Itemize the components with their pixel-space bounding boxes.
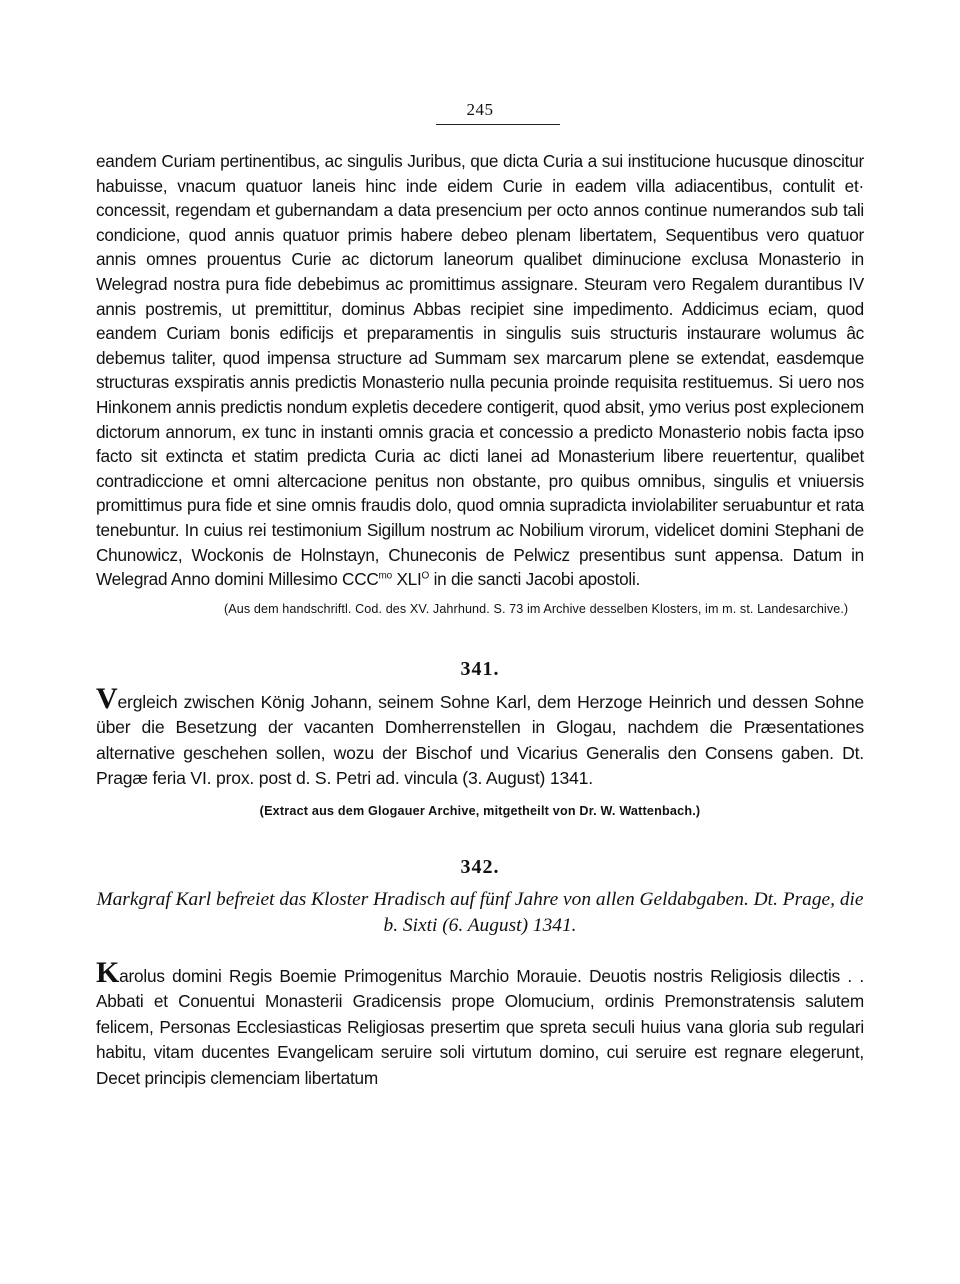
header-rule: [436, 124, 560, 125]
initial-letter-342: K: [96, 956, 120, 990]
date-end: in die sancti Jacobi apostoli.: [429, 569, 641, 590]
continuation-text: eandem Curiam pertinentibus, ac singulis Juribus, que dicta Curia a sui institucione hucusque dinoscitur habuisse, vnacum quatuor laneis hinc inde eidem Curie in eadem villa adiacentibus, contulit et· concessit, regendam et gubernandam a data presencium per octo annos continue numerandos sub tali condicione, quod annis quatuor primis habere debeo plenam libertatem, Sequentibus vero quatuor annis omnes prouentus Curie ac dictorum laneorum qualibet diminucione exclusa Monasterio in Welegrad nostra pura fide debebimus ac promittimus assignare. Steuram vero Regalem durantibus IV annis postremis, ut premittitur, dominus Abbas recipiet sine impedimento. Addicimus eciam, quod eandem Curiam bonis edificijs et preparamentis in singulis suis structuris instaurare wolumus âc debemus taliter, quod impensa structure ad Summam sex marcarum plene se extendat, easdemque structuras exspiratis annis predictis Monasterio nulla pecunia proinde requisita restituemus. Si uero nos Hinkonem annis predictis nondum expletis decedere contigerit, quod absit, ymo verius post explecionem dictorum annorum, ex tunc in instanti omnis gracia et concessio a predicto Monasterio nobis facta ipso facto sit extincta et statim predicta Curia ac dicti lanei ad Monasterium libere reuertentur, qualibet contradiccione et omni altercacione penitus non obstante, pro quibus omnibus, singulis et vniuersis promittimus pura fide et sine omnis fraudis dolo, quod omnia supradicta inviolabiliter seruabuntur et rata tenebuntur. In cuius rei testimonium Sigillum nostrum ac Nobilium virorum, videlicet domini Stephani de Chunowicz, Wockonis de Holnstayn, Chuneconis de Pelwicz presentibus sunt appensa. Datum in Welegrad Anno domini Millesimo CCC: [96, 151, 864, 590]
document-340-continuation: [96, 149, 864, 592]
regest-341-text: ergleich zwischen König Johann, seinem Sohne Karl, dem Herzoge Heinrich und dessen Sohne über die Besetzung der vacanten Domherrenstellen in Glogau, nachdem die Præsentationes alternative geschehen sollen, wozu der Bischof und Vicarius Generalis den Consens gaben. Dt. Pragæ feria VI. prox. post d. S. Petri ad. vincula (3. August) 1341.: [96, 691, 864, 789]
date-superscript-o: O: [421, 570, 430, 582]
document-342-body: arolus domini Regis Boemie Primogenitus Marchio Morauie. Deuotis nostris Religiosis dilectis . . Abbati et Conuentui Monasterii Gradicensis prope Olomucium, ordinis Premonstratensis salutem felicem, Personas Ecclesiasticas Religiosas presertim que spreta seculi huius vana gloria sub regulari habitu, vitam ducentes Evangelicam seruire soli virtutum domino, cui seruire est regnare elegerunt, Decet principis clemenciam libertatum: [96, 966, 864, 1088]
document-number-341: 341.: [460, 657, 500, 680]
document-number-342: 342.: [460, 856, 500, 879]
date-superscript-mo: mo: [378, 570, 392, 582]
source-note-340: (Aus dem handschriftl. Cod. des XV. Jahrhund. S. 73 im Archive desselben Klosters, im m. st. Landesarchive.): [224, 601, 849, 616]
initial-letter-341: V: [96, 681, 118, 715]
page-number: 245: [466, 100, 494, 119]
date-mid: XLI: [391, 569, 422, 590]
regest-341: [96, 681, 864, 792]
source-note-341: (Extract aus dem Glogauer Archive, mitgetheilt von Dr. W. Wattenbach.): [259, 804, 701, 819]
regest-342: Markgraf Karl befreiet das Kloster Hradisch auf fünf Jahre von allen Geldabgaben. Dt. Prage, die b. Sixti (6. August) 1341.: [96, 889, 864, 937]
page: [96, 100, 864, 1091]
document-342-text: [96, 956, 864, 1091]
